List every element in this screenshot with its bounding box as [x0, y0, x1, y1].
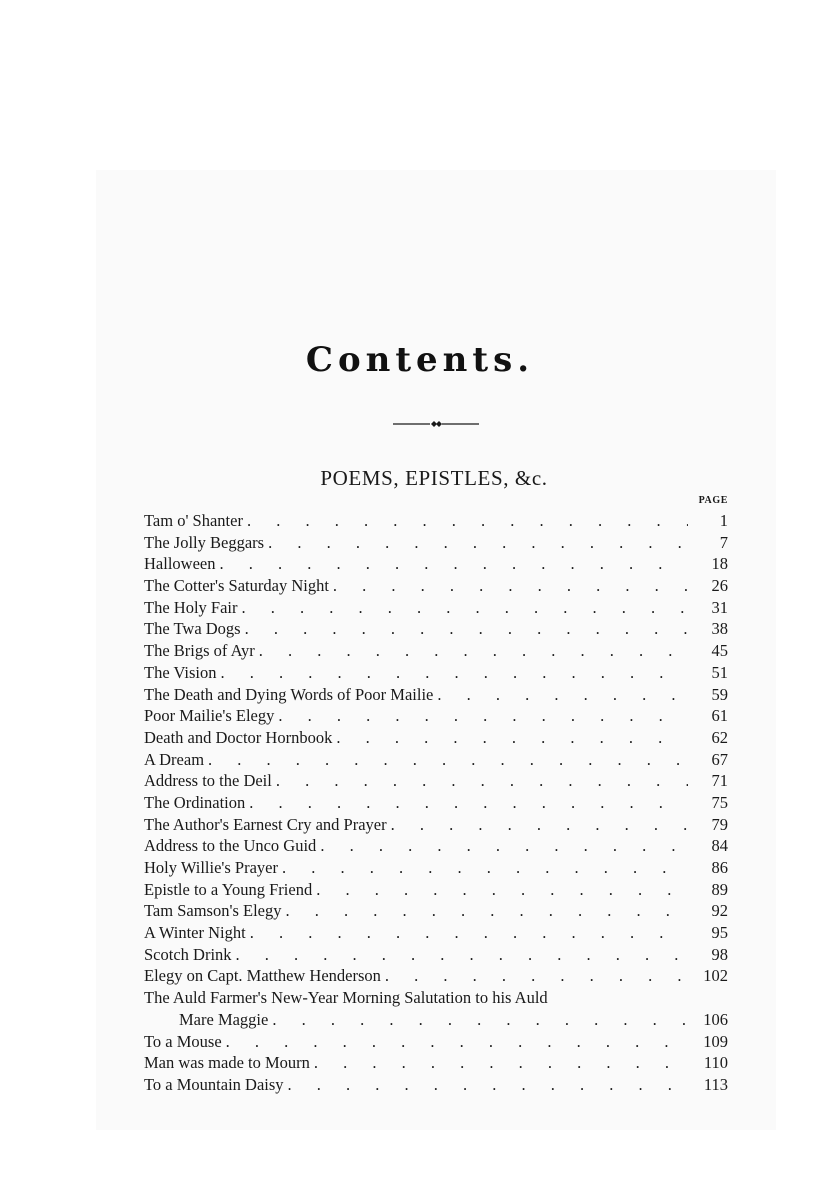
toc-entry[interactable] [144, 684, 728, 706]
leader-dots [320, 835, 688, 857]
leader-dots [316, 879, 688, 901]
toc-entry-page: 71 [711, 771, 728, 791]
leader-dots [247, 510, 688, 532]
toc-entry[interactable] [144, 727, 728, 749]
toc-entry[interactable] [144, 553, 728, 575]
leader-dots [208, 749, 688, 771]
toc-entry[interactable] [144, 922, 728, 944]
toc-entry-title: Scotch Drink [144, 944, 232, 964]
toc-entry-title: Halloween [144, 554, 216, 574]
toc-entry-page: 45 [711, 641, 728, 661]
toc-entry[interactable] [144, 1052, 728, 1074]
toc-entry[interactable] [144, 965, 728, 987]
toc-entry-page: 62 [711, 727, 728, 747]
leader-dots [245, 618, 688, 640]
toc-entry-page: 38 [711, 619, 728, 639]
toc-entry[interactable] [144, 662, 728, 684]
toc-entry-page: 95 [711, 923, 728, 943]
toc-entry-page: 113 [703, 1074, 728, 1094]
toc-entry-title: The Vision [144, 662, 217, 682]
leader-dots [391, 814, 688, 836]
leader-dots [249, 792, 688, 814]
leader-dots [259, 640, 688, 662]
toc-entry-title: Address to the Unco Guid [144, 836, 317, 856]
toc-entry[interactable] [144, 792, 728, 814]
ornament-divider [393, 416, 479, 432]
toc-entry-page: 67 [711, 749, 728, 769]
toc-entry-page: 102 [703, 966, 728, 986]
toc-entry-page: 86 [711, 858, 728, 877]
leader-dots [221, 662, 689, 684]
toc-entry-page: 31 [711, 597, 728, 617]
toc-entry-title: Mare Maggie [179, 1009, 269, 1029]
toc-entry[interactable] [144, 510, 728, 532]
toc-entry-title: Holy Willie's Prayer [144, 858, 278, 877]
toc-entry-title: The Twa Dogs [144, 619, 241, 639]
section-title: POEMS, EPISTLES, &c. [320, 466, 548, 490]
toc-entry[interactable] [144, 1009, 728, 1031]
toc-entry-page: 84 [711, 836, 728, 856]
toc-entry-title: The Ordination [144, 792, 246, 812]
toc-entry-page: 89 [711, 879, 728, 899]
page-title: Contents. [305, 340, 535, 380]
toc-entry-title: A Winter Night [144, 923, 246, 943]
toc-entry[interactable] [144, 618, 728, 640]
toc-entry[interactable] [144, 1031, 728, 1053]
toc-entry[interactable] [144, 900, 728, 922]
toc-entry[interactable] [144, 770, 728, 792]
page-column-header: PAGE [698, 495, 728, 506]
toc-entry-page: 75 [711, 792, 728, 812]
toc-entry-title: The Author's Earnest Cry and Prayer [144, 814, 387, 834]
leader-dots [250, 922, 688, 944]
toc-entry-title: A Dream [144, 749, 205, 769]
toc-entry-title: Address to the Deil [144, 771, 272, 791]
leader-dots [285, 900, 688, 922]
toc-entry-page: 98 [711, 944, 728, 964]
toc-entry-page: 110 [703, 1053, 728, 1073]
leader-dots [268, 532, 688, 554]
toc-entry-title-line[interactable] [144, 987, 728, 1009]
toc-entry[interactable] [144, 814, 728, 836]
leader-dots [288, 1074, 688, 1096]
toc-entry[interactable] [144, 857, 728, 879]
toc-entry-page: 18 [711, 554, 728, 574]
toc-entry-title: The Brigs of Ayr [144, 641, 255, 661]
toc-entry-title: Death and Doctor Hornbook [144, 727, 333, 747]
toc-entry[interactable] [144, 532, 728, 554]
toc-entry-title: The Holy Fair [144, 597, 238, 617]
leader-dots [282, 857, 688, 879]
toc-entry-title: Elegy on Capt. Matthew Henderson [144, 966, 381, 986]
leader-dots [226, 1031, 688, 1053]
toc-entry-title: The Death and Dying Words of Poor Mailie [144, 684, 434, 704]
table-of-contents [144, 510, 728, 1096]
leader-dots [336, 727, 688, 749]
toc-entry-page: 61 [711, 706, 728, 726]
toc-entry-page: 79 [711, 814, 728, 834]
toc-entry-title: The Auld Farmer's New-Year Morning Salutation to his Auld [144, 988, 548, 1008]
toc-entry-title: To a Mouse [144, 1031, 222, 1051]
leader-dots [278, 705, 688, 727]
leader-dots [236, 944, 688, 966]
toc-entry-page: 92 [711, 901, 728, 921]
leader-dots [437, 684, 688, 706]
toc-entry[interactable] [144, 749, 728, 771]
leader-dots [272, 1009, 688, 1031]
leader-dots [219, 553, 688, 575]
toc-entry-page: 109 [703, 1031, 728, 1051]
toc-entry-title: Man was made to Mourn [144, 1053, 310, 1073]
toc-entry[interactable] [144, 879, 728, 901]
toc-entry-title: Poor Mailie's Elegy [144, 706, 275, 726]
toc-entry-page: 59 [711, 684, 728, 704]
toc-entry-title: Epistle to a Young Friend [144, 879, 313, 899]
toc-entry[interactable] [144, 1074, 728, 1096]
toc-entry-title: Tam o' Shanter [144, 511, 243, 530]
toc-entry[interactable] [144, 597, 728, 619]
leader-dots [276, 770, 688, 792]
toc-entry-page: 26 [711, 576, 728, 596]
leader-dots [385, 965, 688, 987]
toc-entry-page: 51 [711, 662, 728, 682]
toc-entry[interactable] [144, 944, 728, 966]
toc-entry[interactable] [144, 705, 728, 727]
toc-entry-title: The Cotter's Saturday Night [144, 576, 329, 596]
toc-entry-page: 1 [719, 511, 728, 530]
leader-dots [333, 575, 688, 597]
toc-entry[interactable] [144, 575, 728, 597]
toc-entry-title: Tam Samson's Elegy [144, 901, 282, 921]
leader-dots [241, 597, 688, 619]
toc-entry-title: The Jolly Beggars [144, 532, 265, 552]
toc-entry[interactable] [144, 835, 728, 857]
toc-entry-title: To a Mountain Daisy [144, 1074, 284, 1094]
leader-dots [314, 1052, 688, 1074]
toc-entry[interactable] [144, 640, 728, 662]
toc-entry-page: 106 [703, 1009, 728, 1029]
toc-entry-page: 7 [719, 532, 728, 552]
